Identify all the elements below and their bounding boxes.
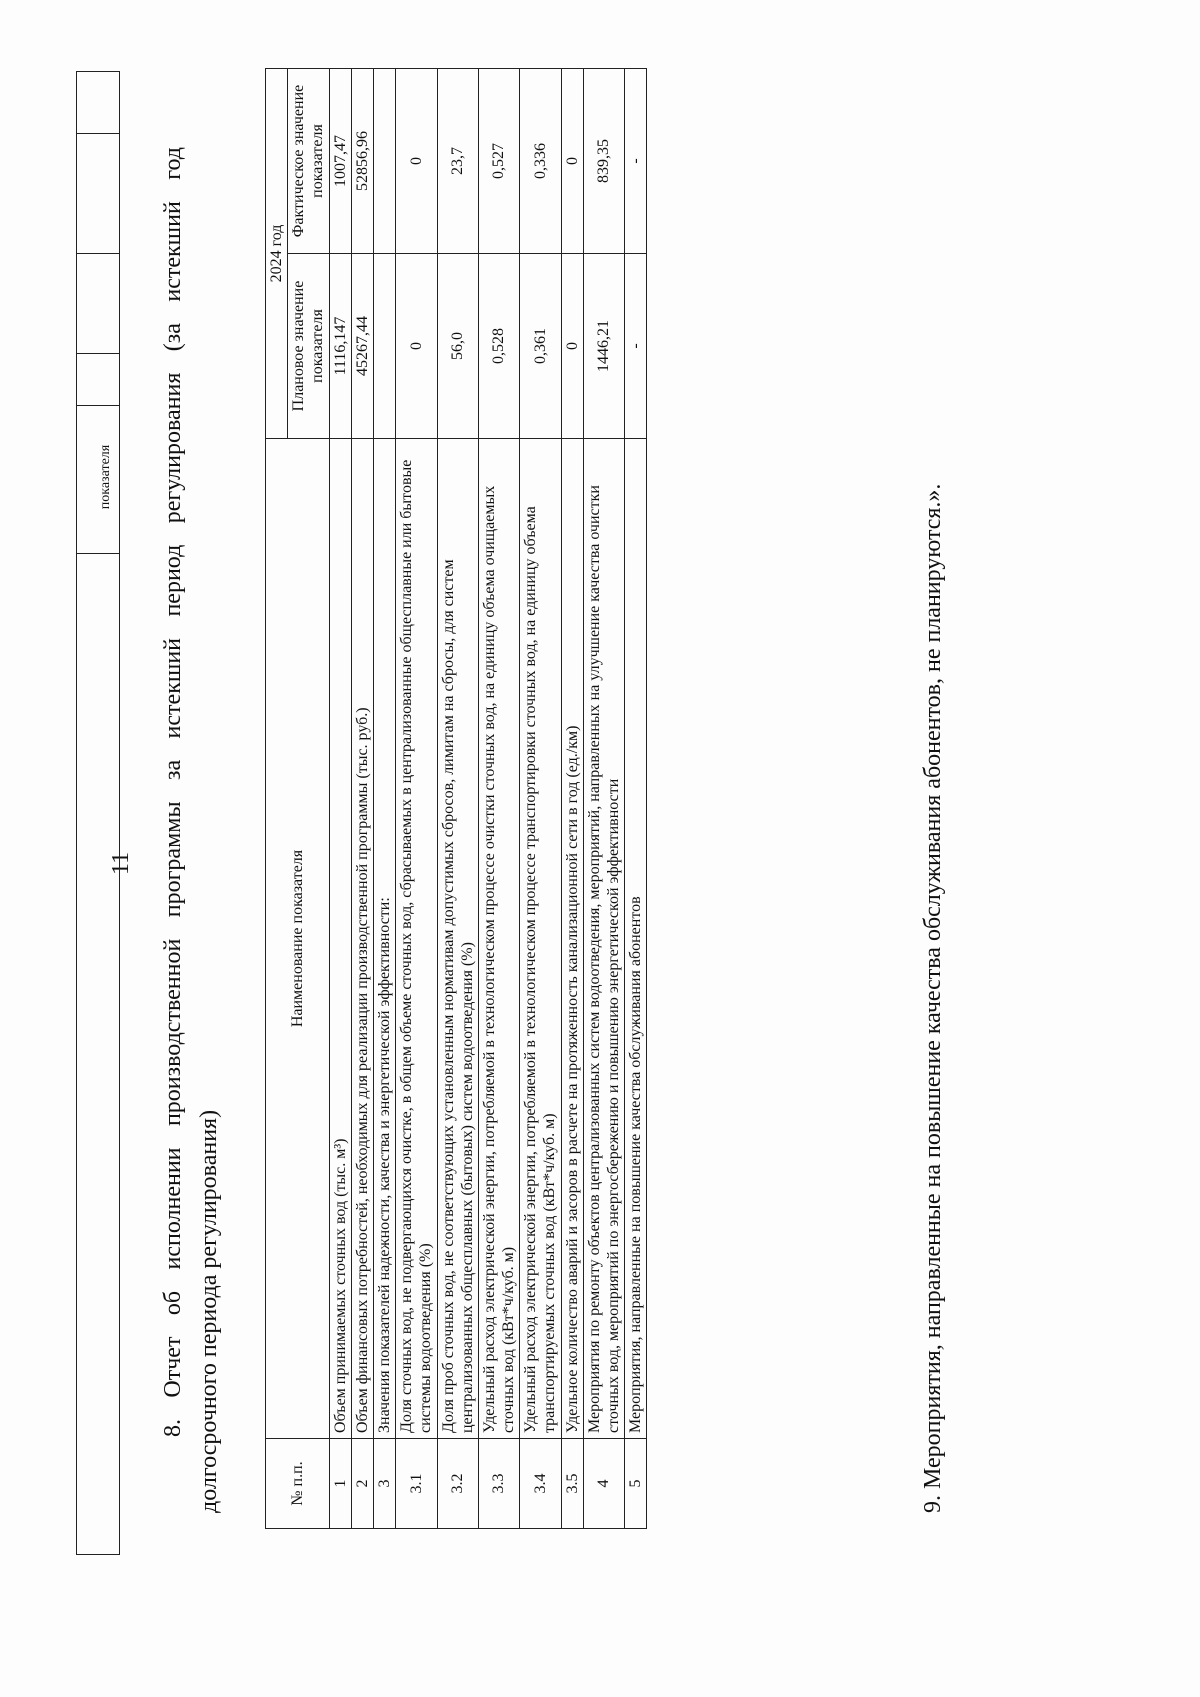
page-number: 11	[108, 851, 134, 875]
strip-cell	[77, 253, 119, 254]
row-plan: 45267,44	[351, 254, 373, 439]
table-row	[520, 69, 561, 1529]
col-num-header: № п.п.	[266, 1439, 330, 1529]
row-plan: 1446,21	[583, 254, 624, 439]
row-plan: 1116,147	[329, 254, 351, 439]
strip-cell	[77, 353, 119, 354]
table-header-row	[266, 69, 288, 1529]
row-num: 1	[329, 1439, 351, 1529]
row-plan: -	[625, 254, 647, 439]
row-name: Мероприятия по ремонту объектов централизованных систем водоотведения, мероприятий, направленных на улучшение качества очистки сточных вод, мероприятий по энергосбережению и повышению энергетической эффективности	[583, 439, 624, 1439]
col-name-header: Наименование показателя	[266, 439, 330, 1439]
row-fact: 23,7	[437, 69, 478, 254]
row-plan: 0,528	[478, 254, 519, 439]
row-plan: 56,0	[437, 254, 478, 439]
section-8-title-line1: 8. Отчет об исполнении производственной программы за истекший период регулирования (за истекший год	[160, 147, 186, 1437]
section-8-title-line2: долгосрочного периода регулирования)	[196, 1109, 222, 1513]
table-row	[437, 69, 478, 1529]
strip-cell	[77, 553, 119, 554]
row-fact: 0	[396, 69, 437, 254]
row-name: Значения показателей надежности, качества и энергетической эффективности:	[373, 439, 395, 1439]
table-row	[396, 69, 437, 1529]
table-row	[625, 69, 647, 1529]
row-fact: 52856,96	[351, 69, 373, 254]
row-name: Объем принимаемых сточных вод (тыс. м³)	[329, 439, 351, 1439]
previous-table-remnant	[76, 71, 120, 1555]
row-plan: 0	[396, 254, 437, 439]
table-row	[351, 69, 373, 1529]
row-fact	[373, 69, 395, 254]
row-plan	[373, 254, 395, 439]
table-row	[583, 69, 624, 1529]
report-table	[265, 68, 647, 1529]
row-num: 3	[373, 1439, 395, 1529]
row-num: 3.1	[396, 1439, 437, 1529]
row-fact: -	[625, 69, 647, 254]
row-fact: 0,527	[478, 69, 519, 254]
row-name: Доля сточных вод, не подвергающихся очистке, в общем объеме сточных вод, сбрасываемых в централизованные общесплавные или бытовые системы водоотведения (%)	[396, 439, 437, 1439]
col-year-header: 2024 год	[266, 69, 288, 439]
row-fact: 839,35	[583, 69, 624, 254]
row-fact: 1007,47	[329, 69, 351, 254]
row-num: 3.5	[561, 1439, 583, 1529]
row-num: 4	[583, 1439, 624, 1529]
row-fact: 0,336	[520, 69, 561, 254]
row-num: 5	[625, 1439, 647, 1529]
row-plan: 0,361	[520, 254, 561, 439]
table-row	[329, 69, 351, 1529]
row-num: 2	[351, 1439, 373, 1529]
col-plan-header: Плановое значение показателя	[288, 254, 329, 439]
section-9-text: 9. Мероприятия, направленные на повышение качества обслуживания абонентов, не планируются.».	[920, 483, 946, 1513]
table-row	[561, 69, 583, 1529]
row-name: Удельное количество аварий и засоров в расчете на протяженность канализационной сети в год (ед./км)	[561, 439, 583, 1439]
row-plan: 0	[561, 254, 583, 439]
row-name: Мероприятия, направленные на повышение качества обслуживания абонентов	[625, 439, 647, 1439]
strip-cell	[77, 405, 119, 406]
row-name: Удельный расход электрической энергии, потребляемой в технологическом процессе транспортировки сточных вод, на единицу объема транспортируемых сточных вод (кВт*ч/куб. м)	[520, 439, 561, 1439]
col-fact-header: Фактическое значение показателя	[288, 69, 329, 254]
row-num: 3.4	[520, 1439, 561, 1529]
previous-table-header: показателя	[98, 444, 113, 510]
row-num: 3.2	[437, 1439, 478, 1529]
row-name: Объем финансовых потребностей, необходимых для реализации производственной программы (тыс. руб.)	[351, 439, 373, 1439]
strip-cell	[77, 133, 119, 134]
row-fact: 0	[561, 69, 583, 254]
row-name: Доля проб сточных вод, не соответствующих установленным нормативам допустимых сбросов, лимитам на сбросы, для систем централизованных общесплавных (бытовых) систем водоотведения (%)	[437, 439, 478, 1439]
table-row	[478, 69, 519, 1529]
row-name: Удельный расход электрической энергии, потребляемой в технологическом процессе очистки сточных вод, на единицу объема очищаемых сточных вод (кВт*ч/куб. м)	[478, 439, 519, 1439]
row-num: 3.3	[478, 1439, 519, 1529]
table-row	[373, 69, 395, 1529]
